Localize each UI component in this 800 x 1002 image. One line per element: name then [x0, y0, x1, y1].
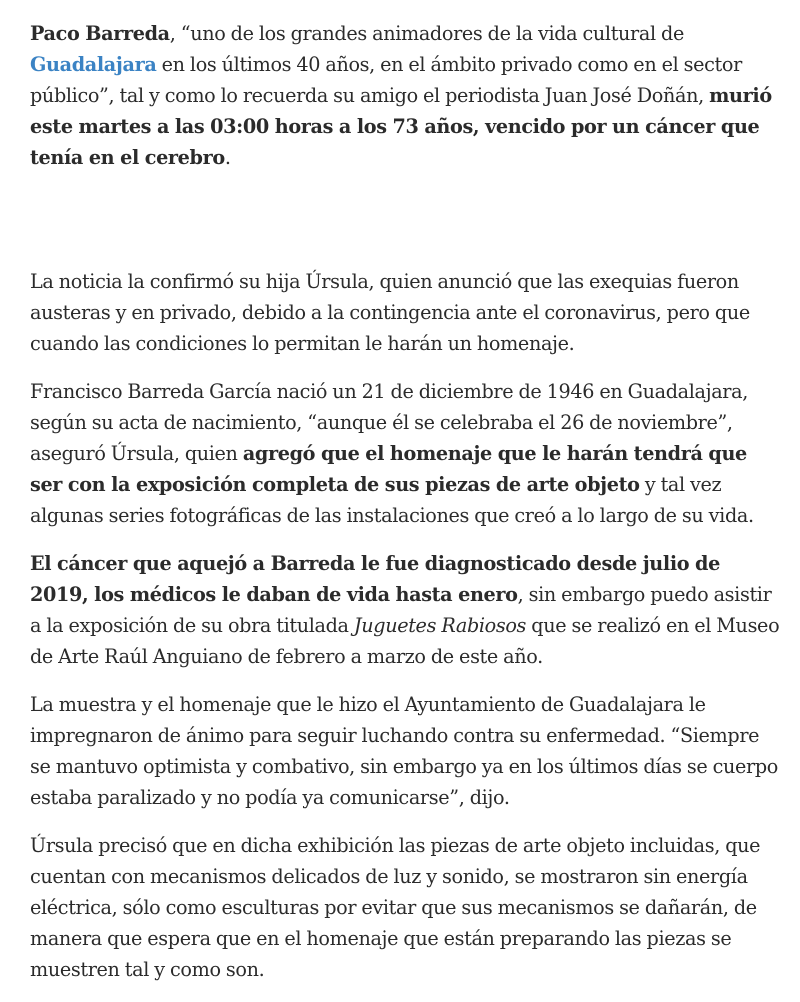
text-span: en los últimos 40 años, en el ámbito privado como en el sector público”, tal y como lo recuerda su amigo el periodista Juan José Doñán,	[30, 53, 742, 107]
text-span: Francisco Barreda García nació un 21 de diciembre de 1946 en Guadalajara, según su acta de nacimiento, “aunque él se celebraba el 26 de noviembre”, aseguró Úrsula, quien	[30, 380, 748, 465]
italic-title: Juguetes Rabiosos	[353, 614, 527, 637]
bold-statement: murió este martes a las 03:00 horas a los 73 años, vencido por un cáncer que tenía en el cerebro	[30, 84, 772, 169]
text-span: y tal vez algunas series fotográficas de las instalaciones que creó a lo largo de su vida.	[30, 473, 754, 527]
embed-placeholder	[30, 173, 780, 266]
paragraph-tribute: La muestra y el homenaje que le hizo el Ayuntamiento de Guadalajara le impregnaron de ánimo para seguir luchando contra su enfermedad. “Siempre se mantuvo optimista y combativo, sin embargo ya en los últimos días se cuerpo estaba paralizado y no podía ya comunicarse”, dijo.	[30, 693, 778, 809]
article-body	[30, 18, 780, 1002]
paragraph-intro	[30, 18, 780, 173]
paragraph-confirmation: La noticia la confirmó su hija Úrsula, quien anunció que las exequias fueron austeras y en privado, debido a la contingencia ante el coronavirus, pero que cuando las condiciones lo permitan le harán un homenaje.	[30, 270, 750, 355]
paragraph-birth	[30, 376, 780, 531]
paragraph-diagnosis	[30, 548, 780, 672]
text-span: que se realizó en el Museo de Arte Raúl Anguiano de febrero a marzo de este año.	[30, 614, 780, 668]
paragraph-exhibition: Úrsula precisó que en dicha exhibición las piezas de arte objeto incluidas, que cuentan con mecanismos delicados de luz y sonido, se mostraron sin energía eléctrica, sólo como esculturas por evitar que sus mecanismos se dañarán, de manera que espera que en el homenaje que están preparando las piezas se muestren tal y como son.	[30, 834, 761, 981]
text-span: .	[224, 146, 231, 169]
text-span: , sin embargo puedo asistir a la exposición de su obra titulada	[30, 583, 772, 637]
bold-name: Paco Barreda	[30, 22, 170, 45]
guadalajara-link[interactable]: Guadalajara	[30, 53, 157, 76]
bold-statement: El cáncer que aquejó a Barreda le fue diagnosticado desde julio de 2019, los médicos le daban de vida hasta enero	[30, 552, 720, 606]
bold-statement: agregó que el homenaje que le harán tendrá que ser con la exposición completa de sus piezas de arte objeto	[30, 442, 747, 496]
text-span: , “uno de los grandes animadores de la vida cultural de	[169, 22, 684, 45]
